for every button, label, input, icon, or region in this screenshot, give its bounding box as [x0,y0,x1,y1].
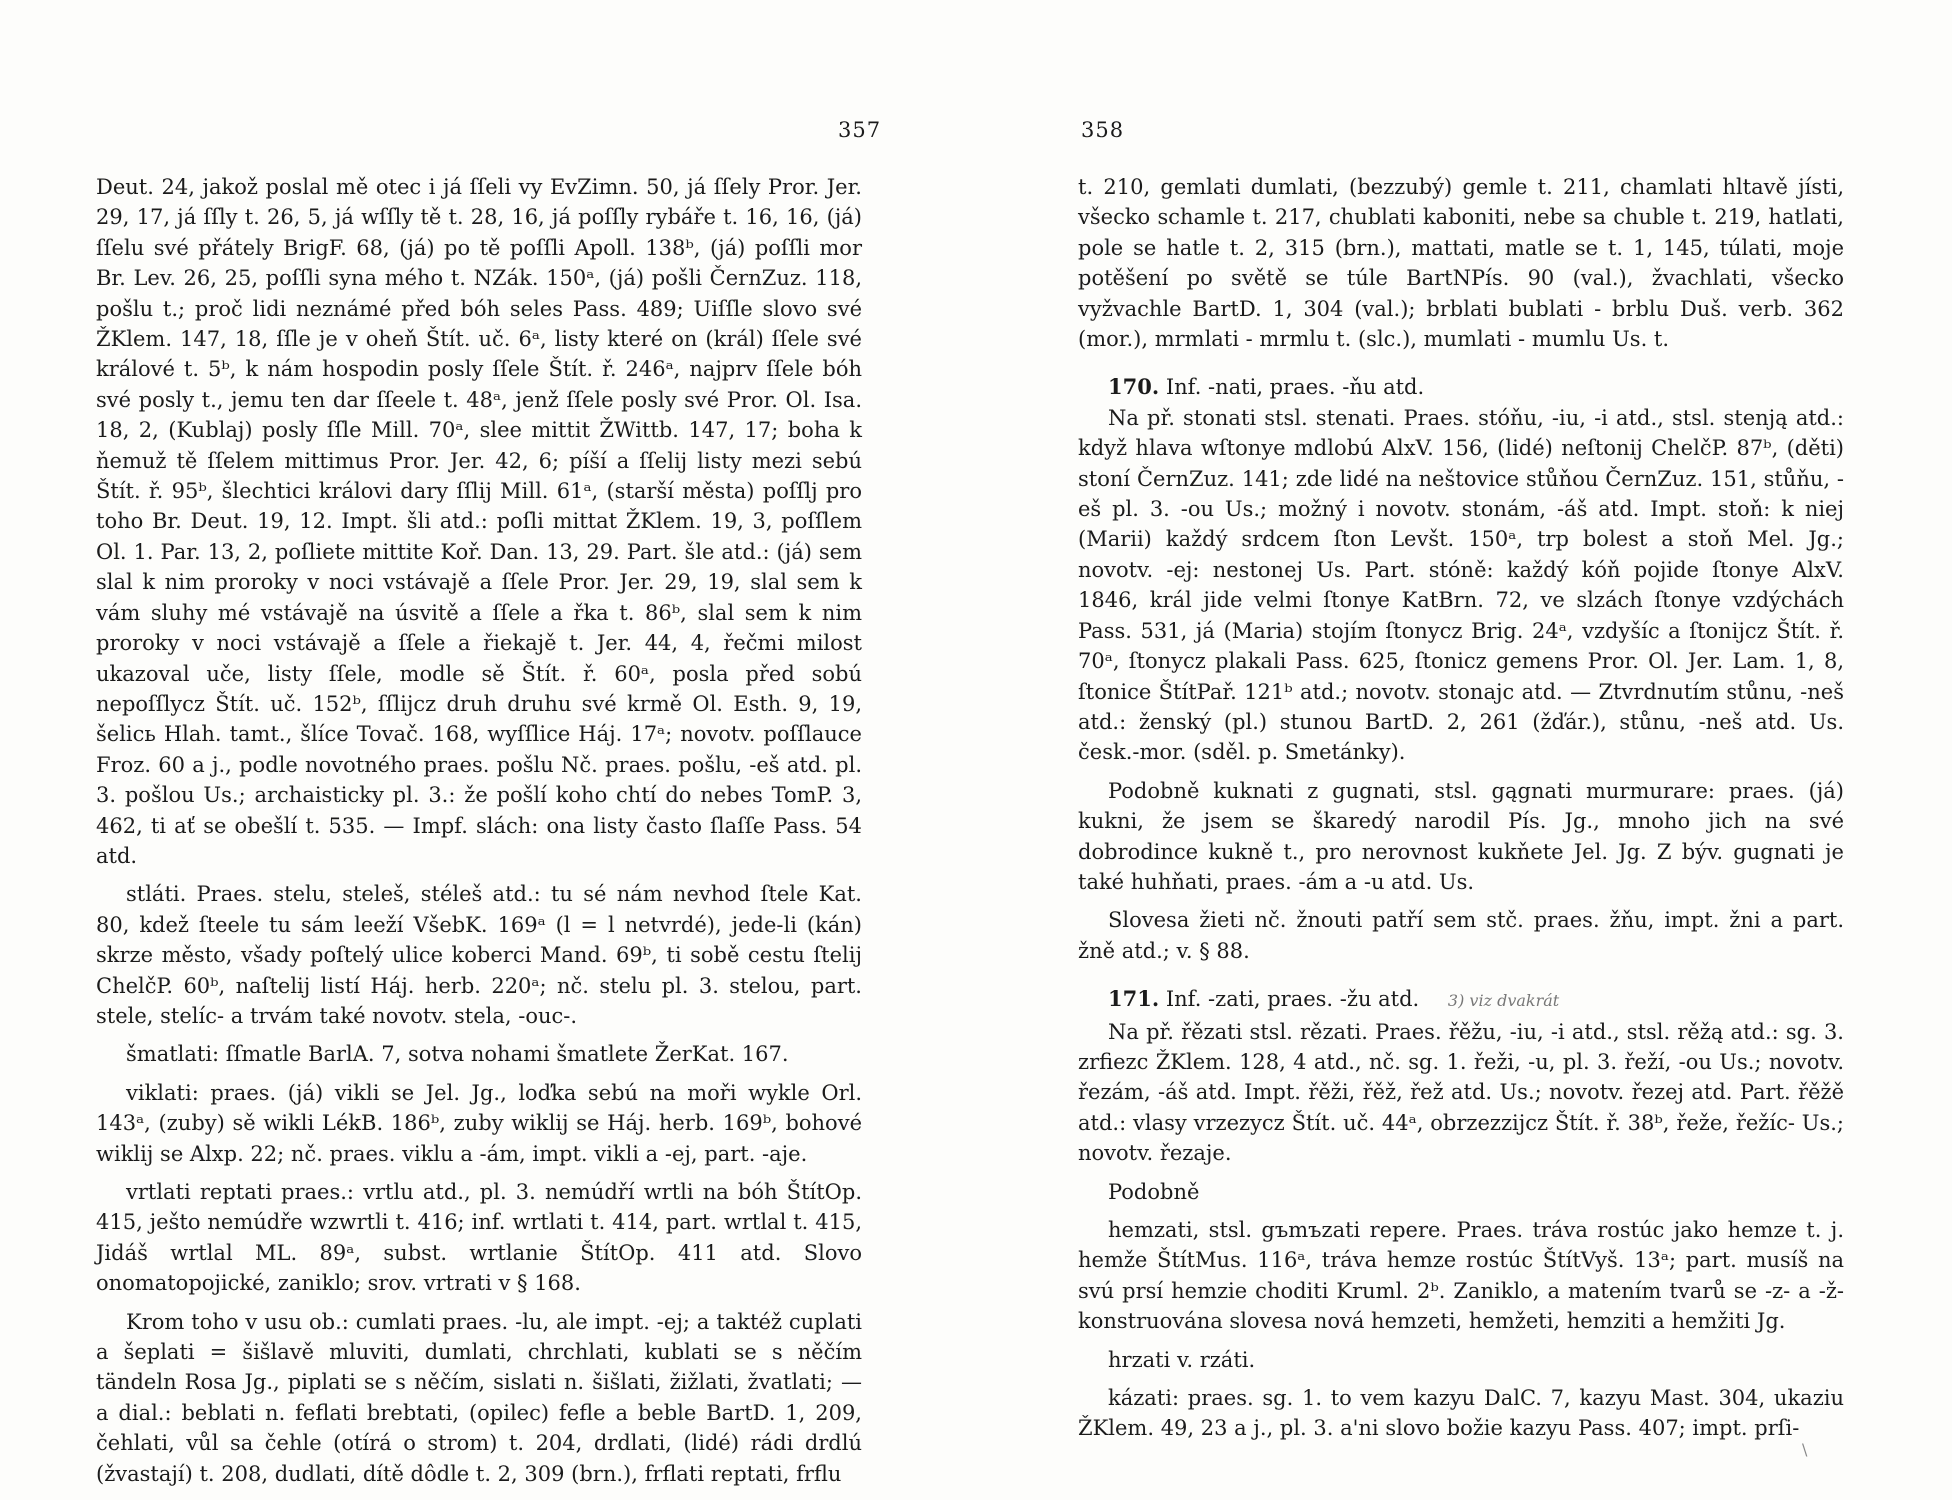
section-title: Inf. -zati, praes. -žu atd. [1165,987,1420,1012]
page-number: 357 [838,118,882,142]
paragraph: kázati: praes. sg. 1. to vem kazyu DalC. 7, kazyu Mast. 304, ukaziu ŽKlem. 49, 23 a j., pl. 3. a'ni slovo božie kazyu Pass. 407; impt. prſi- [1078,1386,1844,1441]
paragraph: Deut. 24, jakož poslal mě otec i já ſſeli vy EvZimn. 50, já ſſely Pror. Jer. 29, 17, já ſſly t. 26, 5, já wſſly tě t. 28, 16, já poſſly rybáře t. 16, 16, (já) ſſelu své přátely BrigF. 68, (já) po tě poſſli Apoll. 138ᵇ, (já) poſſli mor Br. Lev. 26, 25, poſſli syna mého t. NZák. 150ᵃ, (já) pošli ČernZuz. 118, pošlu t.; proč lidi neznámé před bóh seles Pass. 489; Uiſſle slovo své ŽKlem. 147, 18, ſſle je v oheň Štít. uč. 6ᵃ, listy které on (král) ſſele své králové t. 5ᵇ, k nám hospodin posly ſſele Štít. ř. 246ᵃ, najprv ſſele bóh své posly t., jemu ten dar ſſeele t. 48ᵃ, jenž ſſele posly své Pror. Ol. Isa. 18, 2, (Kublaj) posly ſſle Mill. 70ᵃ, slee mittit ŽWittb. 147, 17; boha k ňemuž tě ſſelem mittimus Pror. Jer. 42, 6; píší a ſſelij listy mezi sebú Štít. ř. 95ᵇ, šlechtici královi dary ſſlij Mill. 61ᵃ, (starší města) poſſlj pro toho Br. Deut. 19, 12. Impt. šli atd.: poſli mittat ŽKlem. 19, 3, poſſlem Ol. 1. Par. 13, 2, poſliete mittite Koř. Dan. 13, 29. Part. šle atd.: (já) sem slal k nim proroky v noci vstávajě a ſſele Pror. Jer. 29, 19, slal sem k vám sluhy mé vstávajě na úsvitě a ſſele a řka t. 86ᵇ, slal sem k nim proroky v noci vstávajě a ſſele a řiekajě t. Jer. 44, 4, řečmi milost ukazoval uče, listy ſſele, modle sě Štít. ř. 60ᵃ, posla před sobú nepoſſlycz Štít. uč. 152ᵇ, ſſlijcz druh druhu své krmě Ol. Esth. 9, 19, šelicь Hlah. tamt., šlíce Tovač. 168, wyſſlice Háj. 17ᵃ; novotv. poſſlauce Froz. 60 a j., podle novotného praes. pošlu Nč. praes. pošlu, -eš atd. pl. 3. pošlou Us.; archaisticky pl. 3.: že pošlí koho chtí do nebes TomP. 3, 462, ti ať se obešlí t. 535. — Impf. slách: ona listy často ſlaſſe Pass. 54 atd. [96,175,862,868]
paragraph: Podobně [1108,1179,1200,1204]
paragraph: Krom toho v usu ob.: cumlati praes. -lu, ale impt. -ej; a taktéž cuplati a šeplati = šišlavě mluviti, dumlati, chrchlati, kublati se s něčím tändeln Rosa Jg., piplati se s něčím, sislati n. šišlati, žižlati, žvatlati; — a dial.: beblati n. feflati brebtati, (opilec) fefle a beble BartD. 1, 209, čehlati, vůl sa čehle (otírá o strom) t. 204, drdlati, (lidé) rádi drdlú (žvastají) t. 208, dudlati, dítě dôdle t. 2, 309 (brn.), frflati reptati, frflu [96,1309,862,1486]
paragraph: Slovesa žieti nč. žnouti patří sem stč. praes. žňu, impt. žni a part. žně atd.; v. § 88. [1078,908,1844,963]
section-title: Inf. -nati, praes. -ňu atd. [1165,375,1425,400]
section-number: 170. [1108,374,1160,400]
paragraph: šmatlati: ſſmatle BarlA. 7, sotva nohami šmatlete ŽerKat. 167. [126,1042,789,1067]
page-text [1078,172,1844,1444]
paragraph: Podobně kuknati z gugnati, stsl. gągnati murmurare: praes. (já) kukni, že jsem se škaredý narodil Pís. Jg., mnoho jich na své dobrodince kukně t., pro nerovnost kukňete Jel. Jg. Z býv. gugnati je také huhňati, praes. -ám a -u atd. Us. [1078,778,1844,894]
paragraph: stláti. Praes. stelu, steleš, stéleš atd.: tu sé nám nevhod ſtele Kat. 80, kdež ſteele tu sám leeží VšebK. 169ᵃ (l = l netvrdé), jede-li (kán) skrze město, všady poſtelý ulice koberci Mand. 69ᵇ, ti sobě cestu ſtelij ChelčP. 60ᵇ, naſtelij listí Háj. herb. 220ᵃ; nč. stelu pl. 3. stelou, part. stele, stelíc- a trvám také novotv. stela, -ouc-. [96,882,862,1028]
paragraph: Na př. stonati stsl. stenati. Praes. stóňu, -iu, -i atd., stsl. stenją atd.: když hlava wſtonye mdlobú AlxV. 156, (lidé) neſtonij ChelčP. 87ᵇ, (děti) stoní ČernZuz. 141; zde lidé na neštovice stůňou ČernZuz. 151, stůňu, -eš pl. 3. -ou Us.; možný i novotv. stonám, -áš atd. Impt. stoň: k niej (Marii) každý srdcem ſton Levšt. 150ᵃ, trp bolest a stoň Mel. Jg.; novotv. -ej: nestonej Us. Part. stóně: každý kóň pojide ſtonye AlxV. 1846, král jide velmi ſtonye KatBrn. 72, ve slzách ſtonye vzdýchách Pass. 531, já (Maria) stojím ſtonycz Brig. 24ᵃ, vzdyšíc a ſtonijcz Štít. ř. 70ᵃ, ſtonycz plakali Pass. 625, ſtonicz gemens Pror. Ol. Jer. Lam. 1, 8, ſtonice ŠtítPař. 121ᵇ atd.; novotv. stonajc atd. — Ztvrdnutím stůnu, -neš atd.: ženský (pl.) stunou BartD. 2, 261 (žďár.), stůnu, -neš atd. Us. česk.-mor. (sděl. p. Smetánky). [1078,405,1844,765]
paragraph: t. 210, gemlati dumlati, (bezzubý) gemle t. 211, chamlati hltavě jísti, všecko schamle t. 217, chublati kaboniti, nebe sa chuble t. 219, hatlati, pole se hatle t. 2, 315 (brn.), mattati, matle se t. 1, 145, túlati, moje potěšení po světě se túle BartNPís. 90 (val.), žvachlati, všecko vyžvachle BartD. 1, 304 (val.); brblati bublati - brblu Duš. verb. 362 (mor.), mrmlati - mrmlu t. (slc.), mumlati - mumlu Us. t. [1078,175,1844,352]
pencil-mark: \ [1802,1440,1808,1459]
paragraph: hemzati, stsl. gъmъzati repere. Praes. tráva rostúc jako hemze t. j. hemže ŠtítMus. 116ᵃ, tráva hemze rostúc ŠtítVyš. 13ᵃ; part. musíš na svú prsí hemzie choditi Kruml. 2ᵇ. Zaniklo, a matením tvarů se -z- a -ž- konstruována slovesa nová hemzeti, hemžeti, hemziti a hemžiti Jg. [1078,1218,1844,1334]
right-page [976,0,1952,1500]
paragraph: hrzati v. rzáti. [1108,1347,1256,1372]
paragraph: viklati: praes. (já) vikli se Jel. Jg., loďka sebú na moři wykle Orl. 143ᵃ, (zuby) sě wikli LékB. 186ᵇ, zuby wiklij se Háj. herb. 169ᵇ, bohové wiklij se Alxp. 22; nč. praes. viklu a -ám, impt. vikli a -ej, part. -aje. [96,1080,862,1166]
section-heading-170 [1078,372,1844,402]
pencil-annotation: 3) viz dvakrát [1447,991,1560,1011]
paragraph: vrtlati reptati praes.: vrtlu atd., pl. 3. nemúdří wrtli na bóh ŠtítOp. 415, ješto nemúdře wzwrtli t. 416; inf. wrtlati t. 414, part. wrtlal t. 415, Jidáš wrtlal ML. 89ᵃ, subst. wrtlanie ŠtítOp. 411 atd. Slovo onomatopojické, zaniklo; srov. vrtrati v § 168. [96,1180,862,1296]
paragraph: Na př. řězati stsl. rězati. Praes. řěžu, -iu, -i atd., stsl. rěžą atd.: sg. 3. zrfiezc ŽKlem. 128, 4 atd., nč. sg. 1. řeži, -u, pl. 3. řeží, -ou Us.; novotv. řezám, -áš atd. Impt. řěži, řěž, řež atd. Us.; novotv. řezej atd. Part. řěžě atd.: vlasy vrzezycz Štít. uč. 44ᵃ, obrzezzijcz Štít. ř. 38ᵇ, řeže, řežíc- Us.; novotv. řezaje. [1078,1019,1844,1166]
page-text [96,172,862,1489]
section-heading-171 [1078,984,1844,1016]
section-number: 171. [1108,986,1160,1012]
page-number: 358 [1081,118,1125,142]
